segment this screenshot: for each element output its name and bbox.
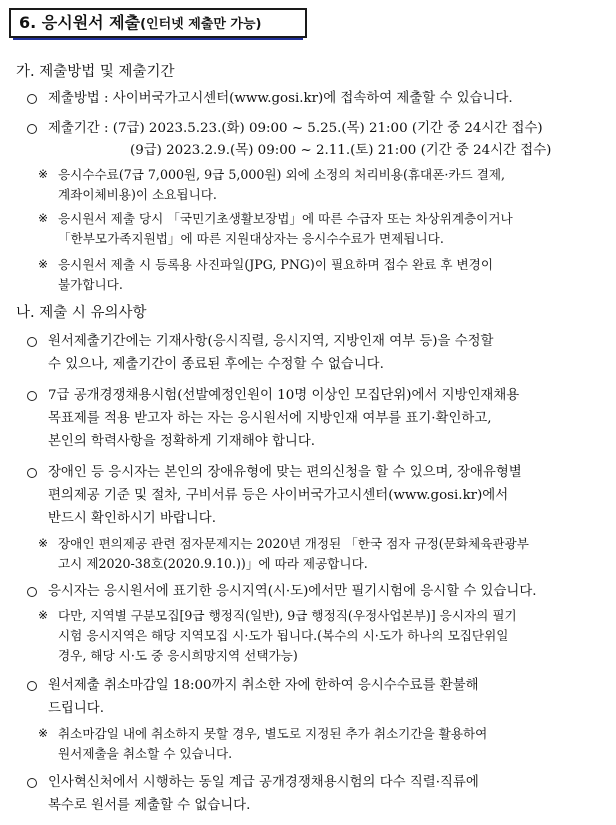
circle-bullet-icon (27, 468, 37, 478)
note-region-line-1: 다만, 지역별 구분모집[9급 행정직(일반), 9급 행정직(우정사업본부)] 응시자의 필기 (58, 608, 517, 623)
note-mark-icon: ※ (38, 257, 49, 271)
title-main: 6. 응시원서 제출 (19, 13, 141, 32)
note-mark-icon: ※ (38, 726, 49, 740)
circle-bullet-icon (27, 778, 37, 788)
title-sub: (인터넷 제출만 가능) (140, 17, 262, 32)
note-exempt-line-2: 「한부모가족지원법」에 따른 지원대상자는 응시수수료가 면제됩니다. (58, 231, 444, 246)
note-mark-icon: ※ (38, 167, 49, 181)
note-cancel-line-2: 원서제출을 취소할 수 있습니다. (58, 746, 233, 761)
item5-line-2: 드립니다. (48, 701, 104, 716)
circle-bullet-icon (27, 124, 37, 134)
note-region-line-2: 시험 응시지역은 해당 지역모집 시·도가 됩니다.(복수의 시·도가 하나의 모집단위일 (58, 628, 509, 643)
circle-bullet-icon (27, 681, 37, 691)
title-box (9, 8, 307, 38)
note-mark-icon: ※ (38, 536, 49, 550)
period-line-1: 제출기간 : (7급) 2023.5.23.(화) 09:00 ~ 5.25.(목) 21:00 (기간 중 24시간 접수) (48, 121, 543, 136)
note-photo-line-2: 불가합니다. (58, 277, 123, 292)
item2-line-2: 목표제를 적용 받고자 하는 자는 응시원서에 지방인재 여부를 표기·확인하고, (48, 411, 492, 426)
item2-line-3: 본인의 학력사항을 정확하게 기재해야 합니다. (48, 434, 316, 449)
section-b-heading: 나. 제출 시 유의사항 (16, 305, 147, 321)
note-cancel-line-1: 취소마감일 내에 취소하지 못할 경우, 별도로 지정된 추가 취소기간을 활용하여 (58, 726, 488, 741)
note-photo-line-1: 응시원서 제출 시 등록용 사진파일(JPG, PNG)이 필요하며 접수 완료 후 변경이 (58, 257, 494, 272)
section-title (9, 8, 301, 38)
circle-bullet-icon (27, 391, 37, 401)
note-region-line-3: 경우, 해당 시·도 중 응시희망지역 선택가능) (58, 648, 298, 663)
note-fee-line-2: 계좌이체비용)이 소요됩니다. (58, 187, 217, 202)
item3-line-3: 반드시 확인하시기 바랍니다. (48, 511, 216, 526)
item2-line-1: 7급 공개경쟁채용시험(선발예정인원이 10명 이상인 모집단위)에서 지방인재채용 (48, 388, 520, 403)
circle-bullet-icon (27, 587, 37, 597)
period-line-2: (9급) 2023.2.9.(목) 09:00 ~ 2.11.(토) 21:00 (기간 중 24시간 접수) (130, 143, 552, 158)
note-braille-line-2: 고시 제2020-38호(2020.9.10.))」에 따라 제공합니다. (58, 556, 368, 571)
item6-line-1: 인사혁신처에서 시행하는 동일 계급 공개경쟁채용시험의 다수 직렬·직류에 (48, 775, 479, 790)
circle-bullet-icon (27, 94, 37, 104)
note-braille-line-1: 장애인 편의제공 관련 점자문제지는 2020년 개정된 「한국 점자 규정(문화체육관광부 (58, 536, 529, 551)
item6-line-2: 복수로 원서를 제출할 수 없습니다. (48, 798, 251, 813)
item3-line-1: 장애인 등 응시자는 본인의 장애유형에 맞는 편의신청을 할 수 있으며, 장애유형별 (48, 465, 522, 480)
circle-bullet-icon (27, 337, 37, 347)
item1-line-2: 수 있으나, 제출기간이 종료된 후에는 수정할 수 없습니다. (48, 357, 384, 372)
note-mark-icon: ※ (38, 211, 49, 225)
section-a-heading: 가. 제출방법 및 제출기간 (16, 64, 175, 80)
method-line: 제출방법 : 사이버국가고시센터(www.gosi.kr)에 접속하여 제출할 수 있습니다. (48, 91, 513, 106)
item3-line-2: 편의제공 기준 및 절차, 구비서류 등은 사이버국가고시센터(www.gosi.kr)에서 (48, 488, 509, 503)
item4-line: 응시자는 응시원서에 표기한 응시지역(시·도)에서만 필기시험에 응시할 수 있습니다. (48, 584, 537, 599)
item5-line-1: 원서제출 취소마감일 18:00까지 취소한 자에 한하여 응시수수료를 환불해 (48, 678, 479, 693)
note-fee-line-1: 응시수수료(7급 7,000원, 9급 5,000원) 외에 소정의 처리비용(휴대폰·카드 결제, (58, 167, 506, 182)
note-exempt-line-1: 응시원서 제출 당시 「국민기초생활보장법」에 따른 수급자 또는 차상위계층이거나 (58, 211, 513, 226)
note-mark-icon: ※ (38, 608, 49, 622)
item1-line-1: 원서제출기간에는 기재사항(응시직렬, 응시지역, 지방인재 여부 등)을 수정할 (48, 334, 494, 349)
